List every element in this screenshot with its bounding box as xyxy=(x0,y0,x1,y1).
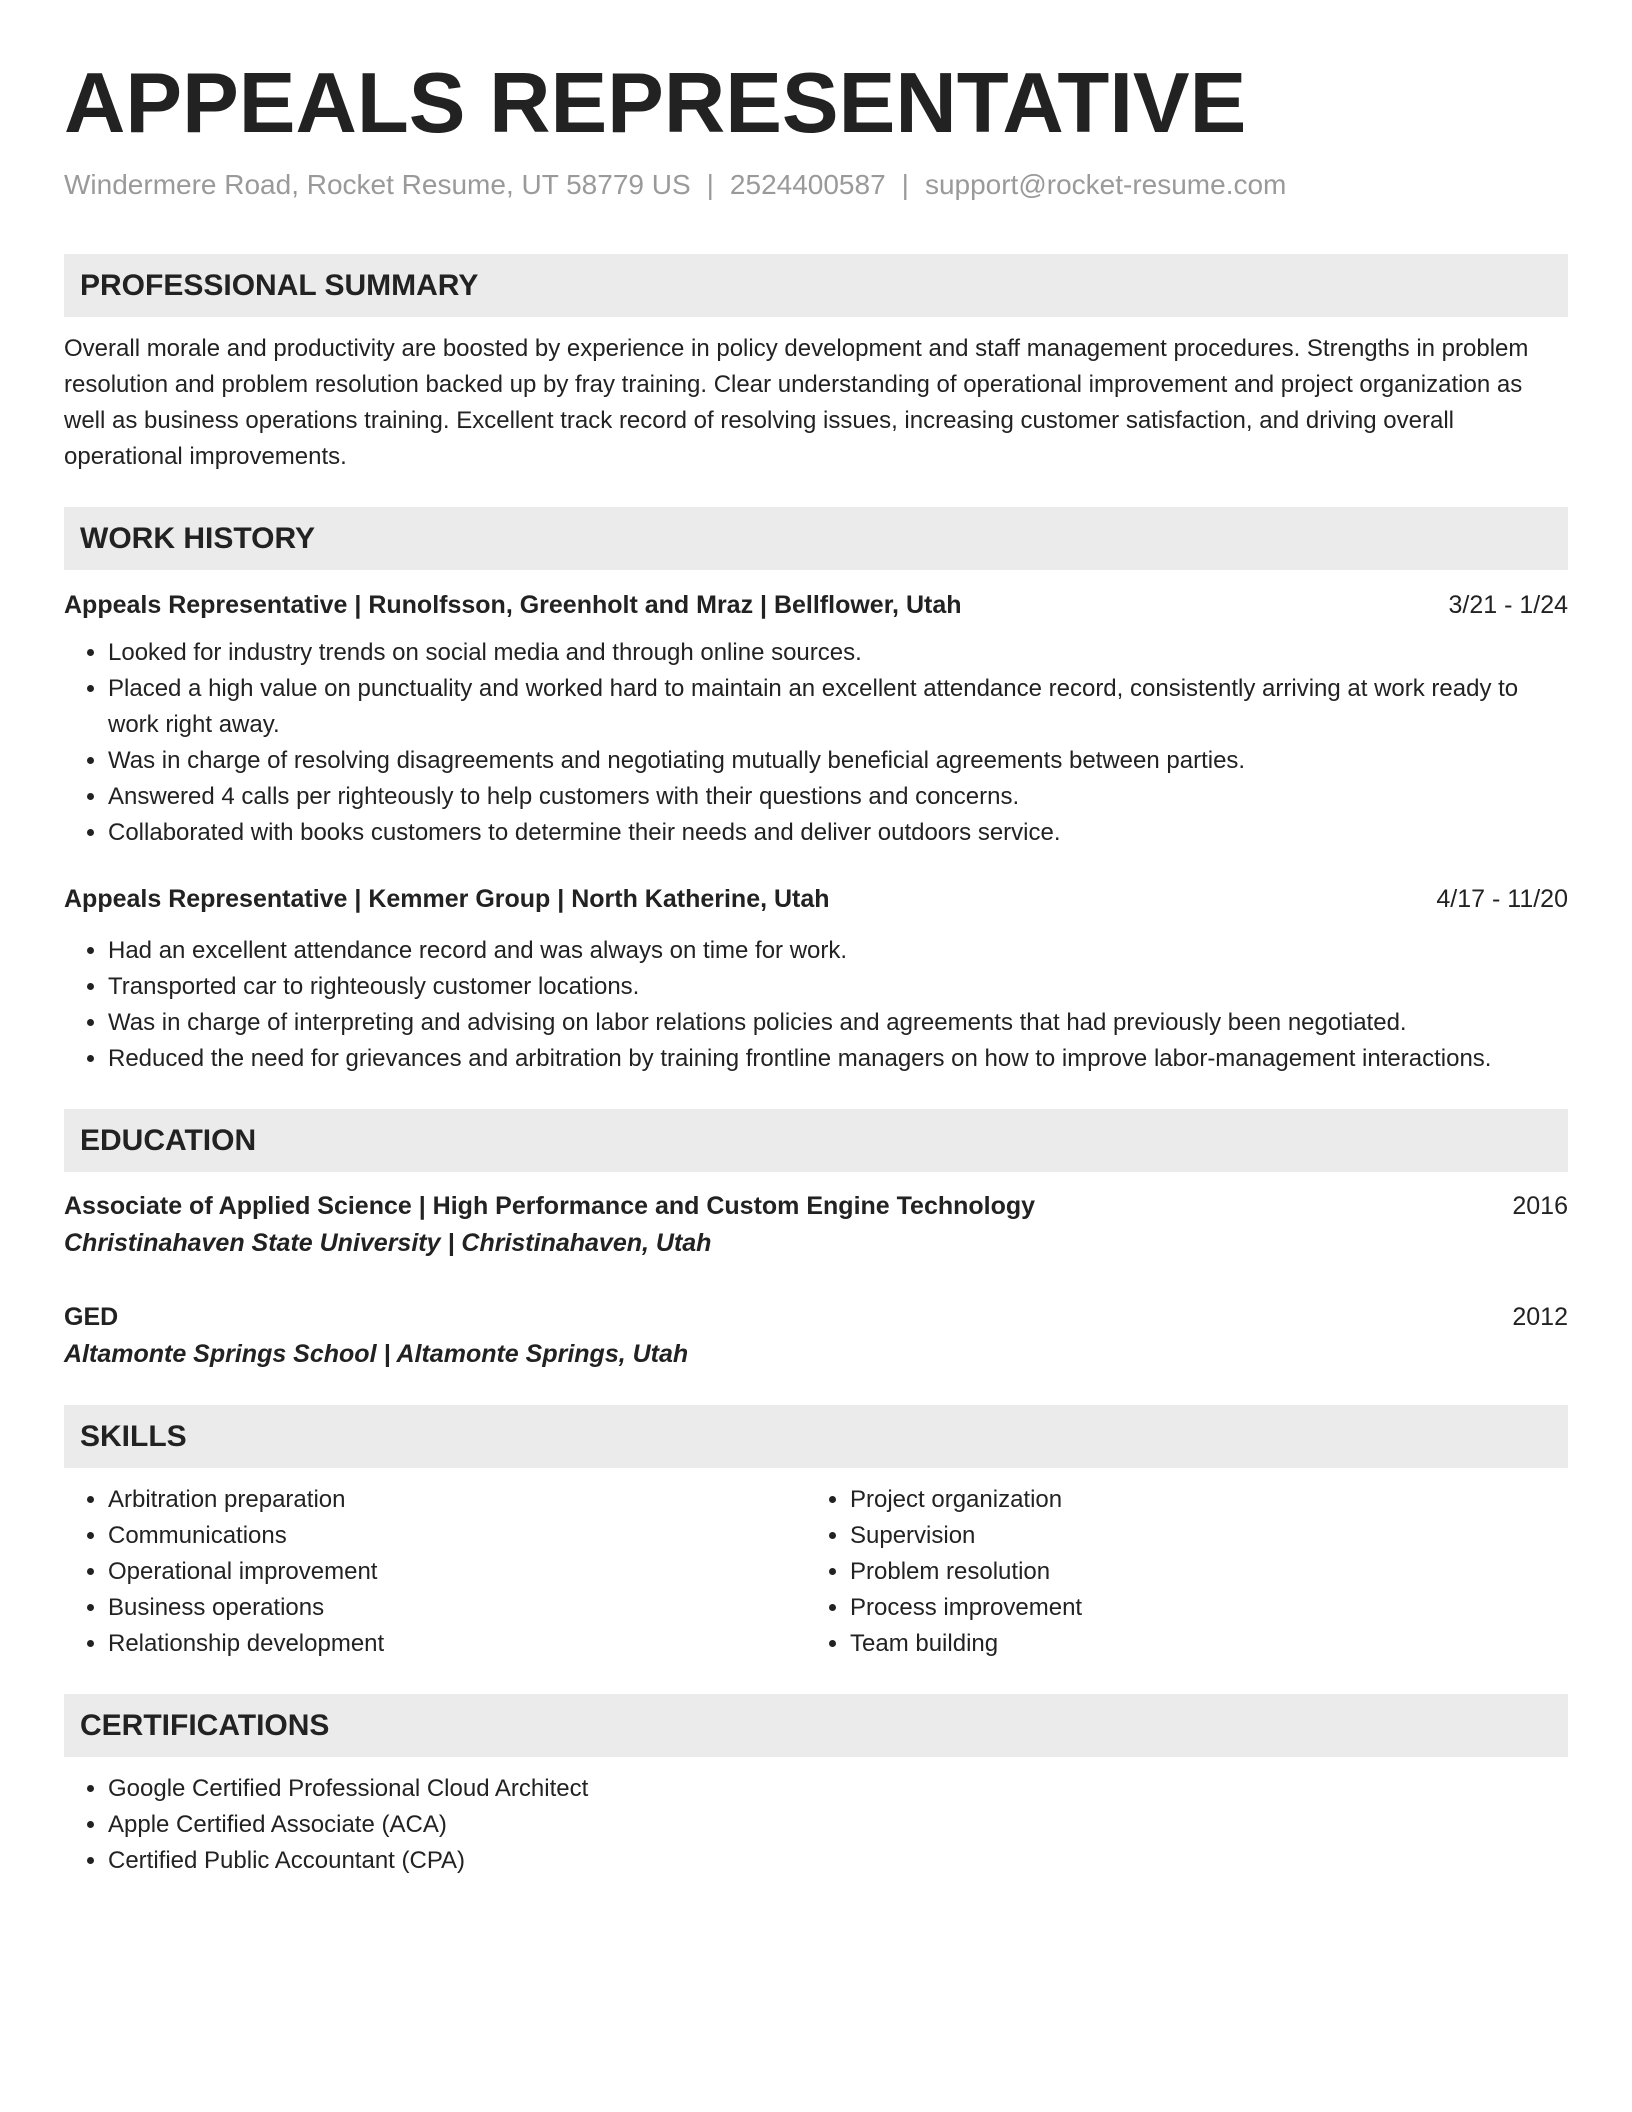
skill-item: • Business operations xyxy=(108,1590,806,1626)
education-header xyxy=(64,1188,1568,1224)
resume-name: APPEALS REPRESENTATIVE xyxy=(64,56,1247,151)
skills-column-left xyxy=(64,1482,806,1662)
list-item: • Had an excellent attendance record and was always on time for work. xyxy=(108,933,1568,969)
contact-phone: 2524400587 xyxy=(729,169,886,200)
education-school: Altamonte Springs School | Altamonte Springs, Utah xyxy=(64,1340,689,1368)
certification-item: • Certified Public Accountant (CPA) xyxy=(108,1843,1568,1879)
job-header xyxy=(64,587,1568,623)
job-title: Appeals Representative | Kemmer Group | North Katherine, Utah xyxy=(64,885,830,913)
section-header-certifications: CERTIFICATIONS xyxy=(64,1694,1568,1757)
certification-item: • Apple Certified Associate (ACA) xyxy=(108,1807,1568,1843)
contact-address: Windermere Road, Rocket Resume, UT 58779 US xyxy=(64,169,691,200)
job-header xyxy=(64,881,1568,917)
list-item: • Placed a high value on punctuality and worked hard to maintain an excellent attendance record, consistently arriving at work ready to work right away. xyxy=(108,671,1568,743)
education-year: 2016 xyxy=(1512,1192,1568,1220)
job-bullets xyxy=(64,635,1568,851)
list-item: • Transported car to righteously customer locations. xyxy=(108,969,1568,1005)
contact-separator: | xyxy=(706,169,714,200)
skill-item: • Communications xyxy=(108,1518,806,1554)
skill-item: • Operational improvement xyxy=(108,1554,806,1590)
skill-item: • Problem resolution xyxy=(850,1554,1548,1590)
list-item: • Was in charge of resolving disagreements and negotiating mutually beneficial agreements between parties. xyxy=(108,743,1568,779)
education-year: 2012 xyxy=(1512,1303,1568,1331)
job-bullets xyxy=(64,933,1568,1077)
list-item: • Collaborated with books customers to determine their needs and deliver outdoors service. xyxy=(108,815,1568,851)
job-entry xyxy=(64,881,1568,1077)
skill-item: • Supervision xyxy=(850,1518,1548,1554)
job-title: Appeals Representative | Runolfsson, Greenholt and Mraz | Bellflower, Utah xyxy=(64,591,962,619)
skills-column-right xyxy=(806,1482,1548,1662)
skill-item: • Team building xyxy=(850,1626,1548,1662)
skill-item: • Project organization xyxy=(850,1482,1548,1518)
list-item: • Answered 4 calls per righteously to help customers with their questions and concerns. xyxy=(108,779,1568,815)
skill-item: • Process improvement xyxy=(850,1590,1548,1626)
education-entry xyxy=(64,1188,1568,1262)
certifications-list xyxy=(64,1771,1568,1879)
certification-item: • Google Certified Professional Cloud Architect xyxy=(108,1771,1568,1807)
education-header xyxy=(64,1299,1568,1335)
education-degree: GED xyxy=(64,1303,119,1331)
skill-item: • Relationship development xyxy=(108,1626,806,1662)
job-entry xyxy=(64,587,1568,851)
education-school: Christinahaven State University | Christinahaven, Utah xyxy=(64,1229,712,1257)
list-item: • Was in charge of interpreting and advising on labor relations policies and agreements that had previously been negotiated. xyxy=(108,1005,1568,1041)
section-header-work-history: WORK HISTORY xyxy=(64,507,1568,570)
education-degree: Associate of Applied Science | High Performance and Custom Engine Technology xyxy=(64,1192,1036,1220)
contact-email: support@rocket-resume.com xyxy=(924,169,1287,200)
skills-list xyxy=(64,1482,1568,1662)
list-item: • Looked for industry trends on social media and through online sources. xyxy=(108,635,1568,671)
skill-item: • Arbitration preparation xyxy=(108,1482,806,1518)
summary-text: Overall morale and productivity are boosted by experience in policy development and staff management procedures. Strengths in problem resolution and problem resolution backed up by fray training. Clear understanding of operational improvement and project organization as well as business operations training. Excellent track record of resolving issues, increasing customer satisfaction, and driving overall operational improvements. xyxy=(64,335,1529,470)
section-header-skills: SKILLS xyxy=(64,1405,1568,1468)
contact-line xyxy=(64,168,1568,202)
list-item: • Reduced the need for grievances and arbitration by training frontline managers on how to improve labor-management interactions. xyxy=(108,1041,1568,1077)
education-entry xyxy=(64,1299,1568,1373)
contact-separator: | xyxy=(901,169,909,200)
section-header-summary: PROFESSIONAL SUMMARY xyxy=(64,254,1568,317)
job-dates: 3/21 - 1/24 xyxy=(1448,591,1568,619)
section-header-education: EDUCATION xyxy=(64,1109,1568,1172)
job-dates: 4/17 - 11/20 xyxy=(1436,885,1568,913)
